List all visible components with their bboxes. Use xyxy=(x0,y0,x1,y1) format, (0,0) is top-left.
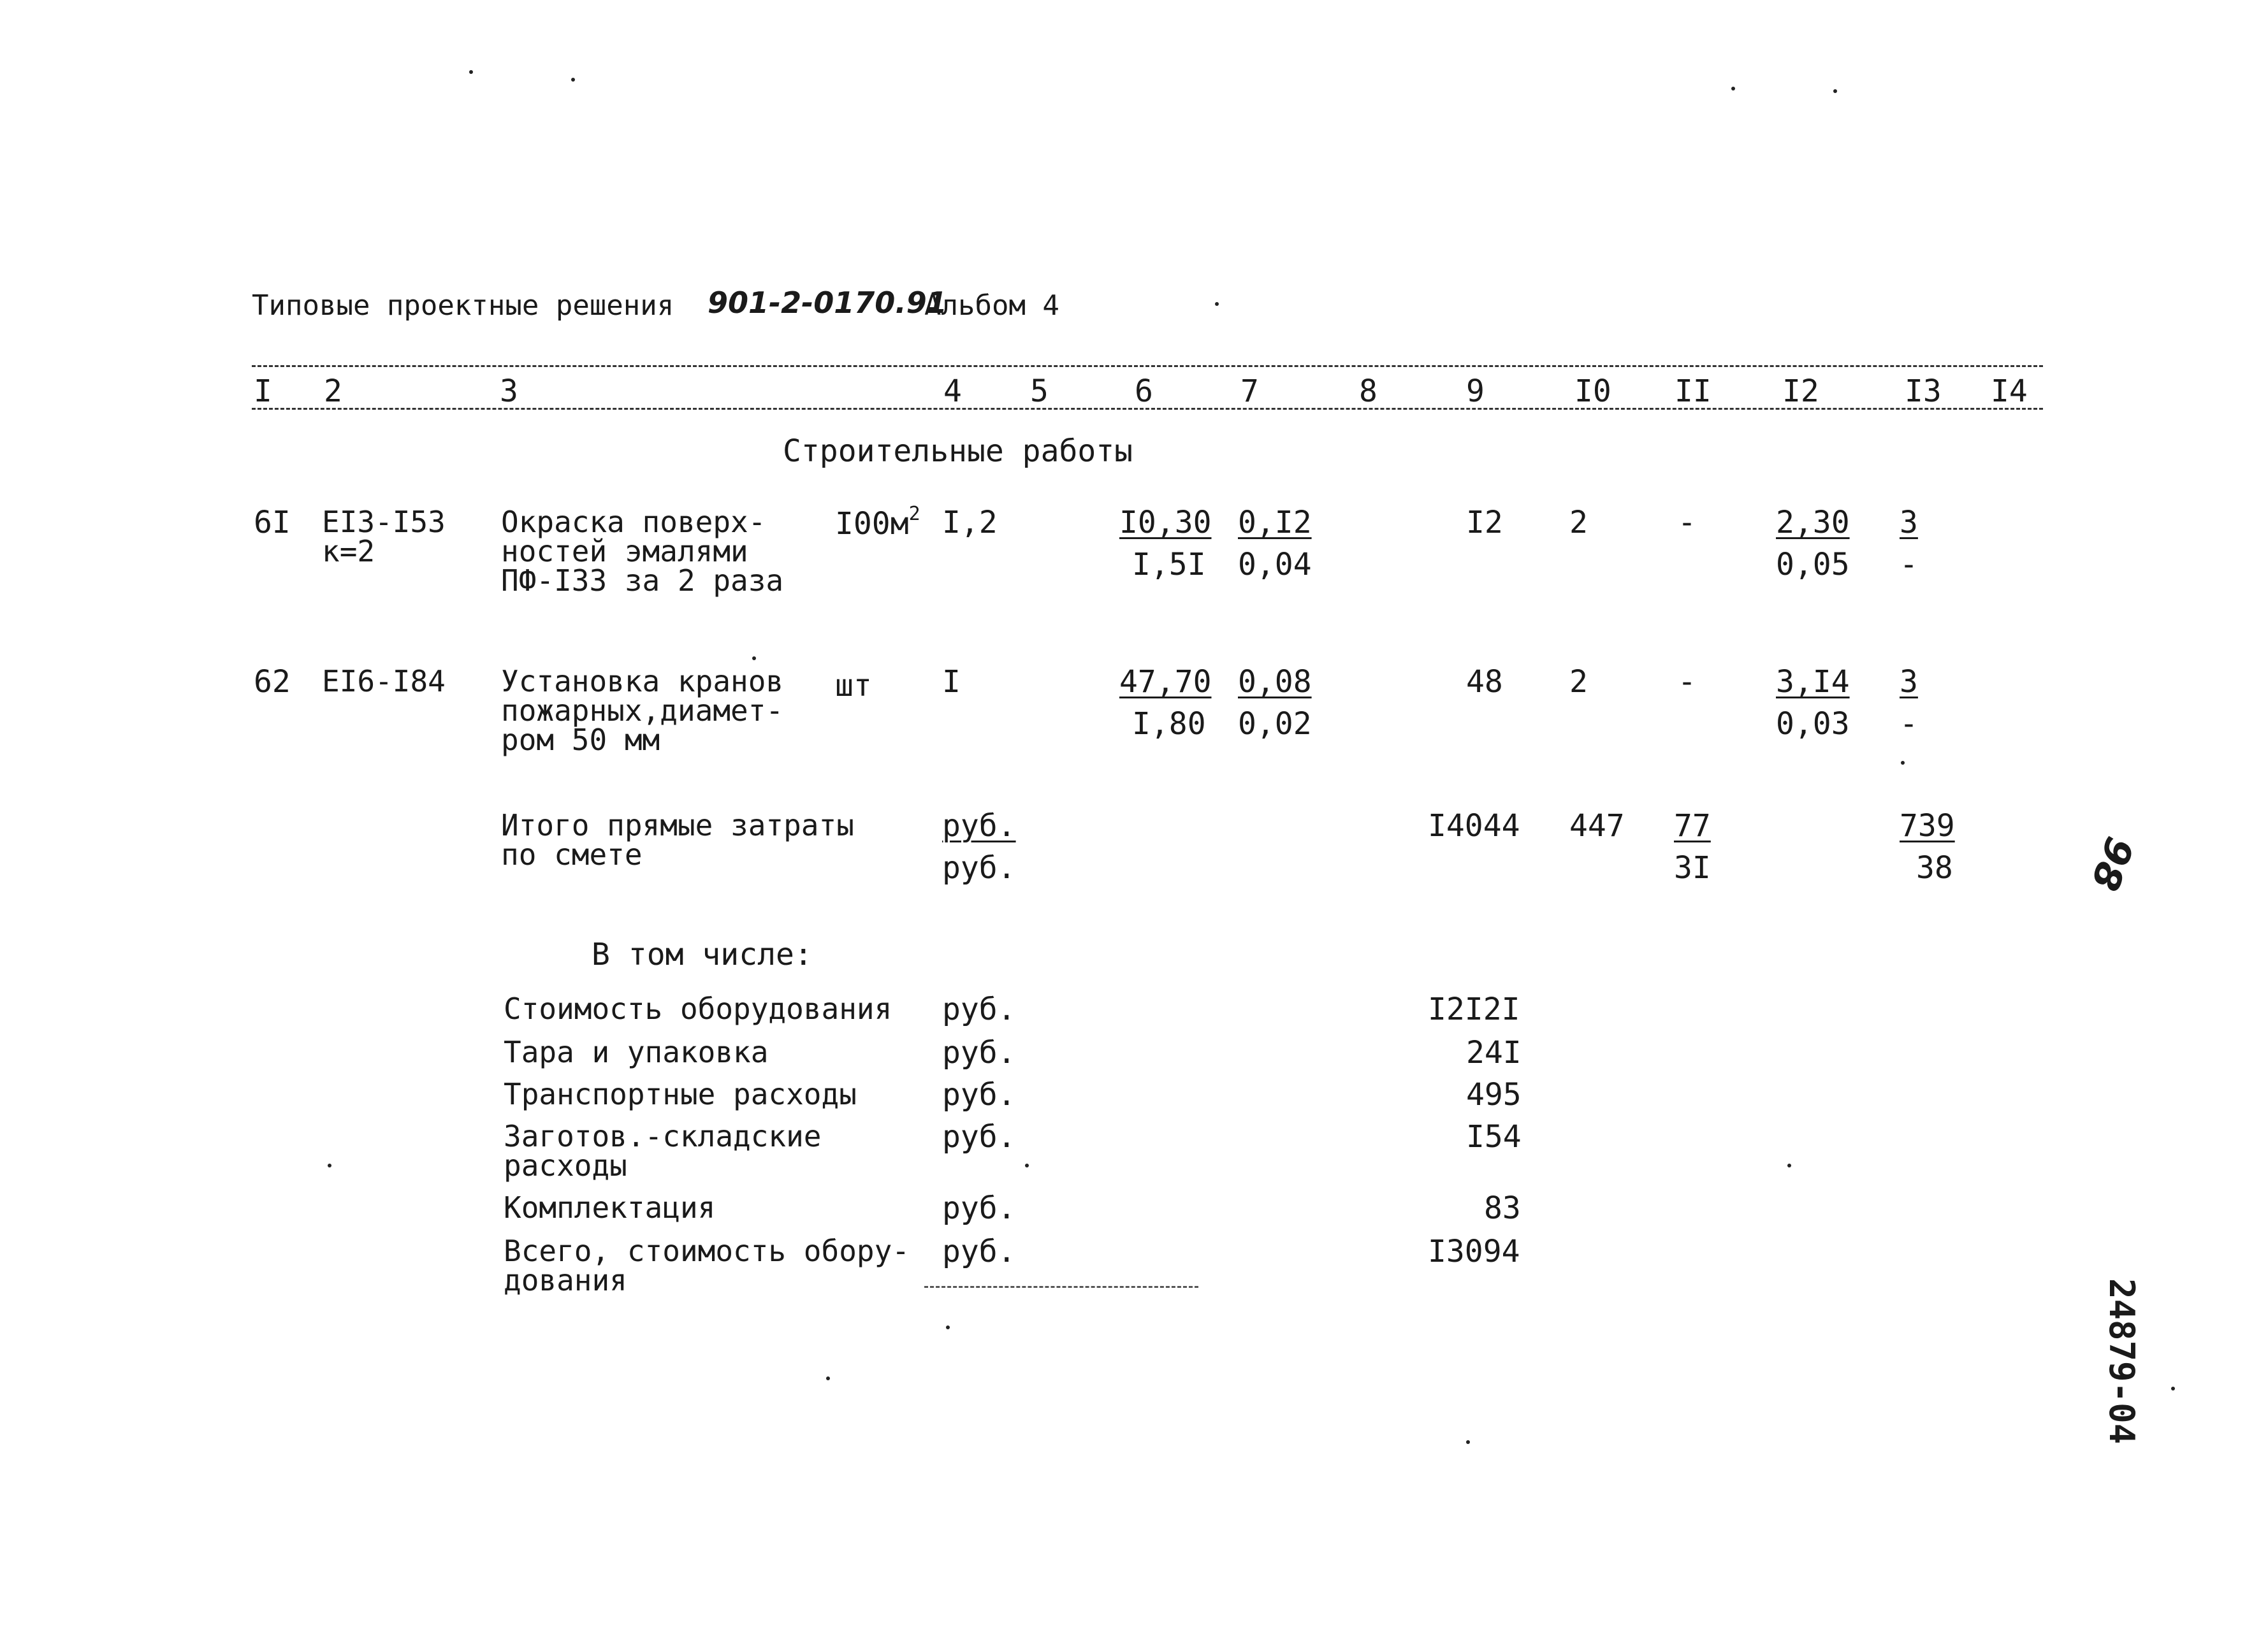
breakdown-label: Стоимость оборудования xyxy=(504,992,892,1026)
scan-speck xyxy=(1215,302,1219,306)
total-column-13-top: 739 xyxy=(1900,808,1955,844)
cost-column-12-bottom: 0,05 xyxy=(1776,547,1850,582)
column-number: II xyxy=(1675,373,1712,409)
rate-code: EI6-I84 xyxy=(322,664,446,698)
scan-speck xyxy=(1731,87,1735,90)
breakdown-label: Транспортные расходы xyxy=(504,1077,857,1111)
cost-column-11: - xyxy=(1678,664,1696,700)
unit xyxy=(835,667,872,704)
header-top-rule xyxy=(252,365,2043,367)
column-number: 5 xyxy=(1030,373,1049,409)
total-column-11-top: 77 xyxy=(1674,808,1711,844)
breakdown-value: 495 xyxy=(1466,1077,1522,1113)
column-number: I3 xyxy=(1905,373,1942,409)
quantity: I xyxy=(942,664,961,700)
breakdown-value: I2I2I xyxy=(1428,992,1520,1027)
total-unit-bottom: руб. xyxy=(942,850,1016,886)
cost-column-9: 48 xyxy=(1466,664,1503,700)
dashed-trail xyxy=(924,1286,1198,1288)
total-column-9: I4044 xyxy=(1428,808,1520,844)
cost-column-13-top: 3 xyxy=(1900,664,1918,700)
breakdown-label: Комплектация xyxy=(504,1190,716,1225)
scan-speck xyxy=(469,70,473,74)
cost-column-13-bottom: - xyxy=(1900,547,1918,582)
column-number: I0 xyxy=(1574,373,1611,409)
unit-cost-wage: I,80 xyxy=(1132,706,1206,742)
unit-cost-total: I0,30 xyxy=(1119,505,1212,540)
breakdown-unit: руб. xyxy=(942,1234,1016,1269)
project-code: 901-2-0170.91 xyxy=(708,285,947,320)
scan-speck xyxy=(1466,1440,1470,1444)
breakdown-value: 24I xyxy=(1466,1035,1522,1071)
column-number: 3 xyxy=(500,373,518,409)
column-number: 4 xyxy=(943,373,962,409)
scan-speck xyxy=(2171,1387,2175,1390)
section-title: Строительные работы xyxy=(783,433,1133,469)
column-number: 2 xyxy=(324,373,342,409)
cost-column-13-top: 3 xyxy=(1900,505,1918,540)
document-header-prefix: Типовые проектные решения xyxy=(252,289,674,322)
unit-cost-wage: I,5I xyxy=(1132,547,1206,582)
album-label: Альбом 4 xyxy=(924,289,1059,322)
labor-total: 0,I2 xyxy=(1238,505,1312,540)
scan-speck xyxy=(752,656,756,660)
labor-wage: 0,04 xyxy=(1238,547,1312,582)
cost-column-12-bottom: 0,03 xyxy=(1776,706,1850,742)
cost-column-11: - xyxy=(1678,505,1696,540)
breakdown-label: Заготов.-складские расходы xyxy=(504,1119,822,1183)
cost-column-10: 2 xyxy=(1569,505,1588,540)
column-number: 9 xyxy=(1466,373,1485,409)
work-description: Окраска поверх- ностей эмалями ПФ-I33 за 2 раза xyxy=(501,505,784,598)
scan-speck xyxy=(826,1376,830,1380)
scan-speck xyxy=(1833,89,1837,93)
quantity: I,2 xyxy=(942,505,998,540)
breakdown-unit: руб. xyxy=(942,1035,1016,1071)
labor-wage: 0,02 xyxy=(1238,706,1312,742)
row-number: 6I xyxy=(254,505,291,540)
column-number: 6 xyxy=(1135,373,1153,409)
breakdown-value: I3094 xyxy=(1428,1234,1520,1269)
unit-cost-total: 47,70 xyxy=(1119,664,1212,700)
breakdown-value: 83 xyxy=(1484,1190,1521,1226)
cost-column-12-top: 2,30 xyxy=(1776,505,1850,540)
row-number: 62 xyxy=(254,664,291,700)
column-number: I xyxy=(254,373,272,409)
total-column-13-bottom: 38 xyxy=(1916,850,1953,886)
breakdown-label: Тара и упаковка xyxy=(504,1035,769,1069)
rate-code: EI3-I53 к=2 xyxy=(322,505,446,568)
including-label: В том числе: xyxy=(592,937,813,972)
column-number: 7 xyxy=(1240,373,1259,409)
total-label: Итого прямые затраты по смете xyxy=(501,808,854,872)
cost-column-12-top: 3,I4 xyxy=(1776,664,1850,700)
scan-speck xyxy=(1901,761,1905,765)
page-number: 98 xyxy=(2081,831,2142,897)
labor-total: 0,08 xyxy=(1238,664,1312,700)
cost-column-13-bottom: - xyxy=(1900,706,1918,742)
work-description: Установка кранов пожарных,диамет- ром 50 мм xyxy=(501,664,784,757)
unit-text: I00м xyxy=(835,506,909,542)
cost-column-9: I2 xyxy=(1466,505,1503,540)
total-column-10: 447 xyxy=(1569,808,1625,844)
breakdown-unit: руб. xyxy=(942,1077,1016,1113)
column-number: 8 xyxy=(1359,373,1378,409)
scan-speck xyxy=(946,1325,950,1329)
unit-superscript: 2 xyxy=(908,503,920,525)
breakdown-label: Всего, стоимость обору- дования xyxy=(504,1234,910,1297)
total-unit-top: руб. xyxy=(942,808,1016,844)
column-number: I2 xyxy=(1782,373,1819,409)
inventory-number: 24879-04 xyxy=(2102,1278,2142,1445)
unit xyxy=(835,503,920,542)
breakdown-unit: руб. xyxy=(942,992,1016,1027)
cost-column-10: 2 xyxy=(1569,664,1588,700)
breakdown-unit: руб. xyxy=(942,1190,1016,1226)
scan-speck xyxy=(571,78,575,82)
unit-text: шт xyxy=(835,668,872,704)
scan-speck xyxy=(1787,1164,1791,1167)
column-number: I4 xyxy=(1991,373,2028,409)
scan-speck xyxy=(1025,1164,1029,1167)
total-column-11-bottom: 3I xyxy=(1674,850,1711,886)
scan-speck xyxy=(328,1164,331,1167)
breakdown-unit: руб. xyxy=(942,1119,1016,1155)
breakdown-value: I54 xyxy=(1466,1119,1522,1155)
